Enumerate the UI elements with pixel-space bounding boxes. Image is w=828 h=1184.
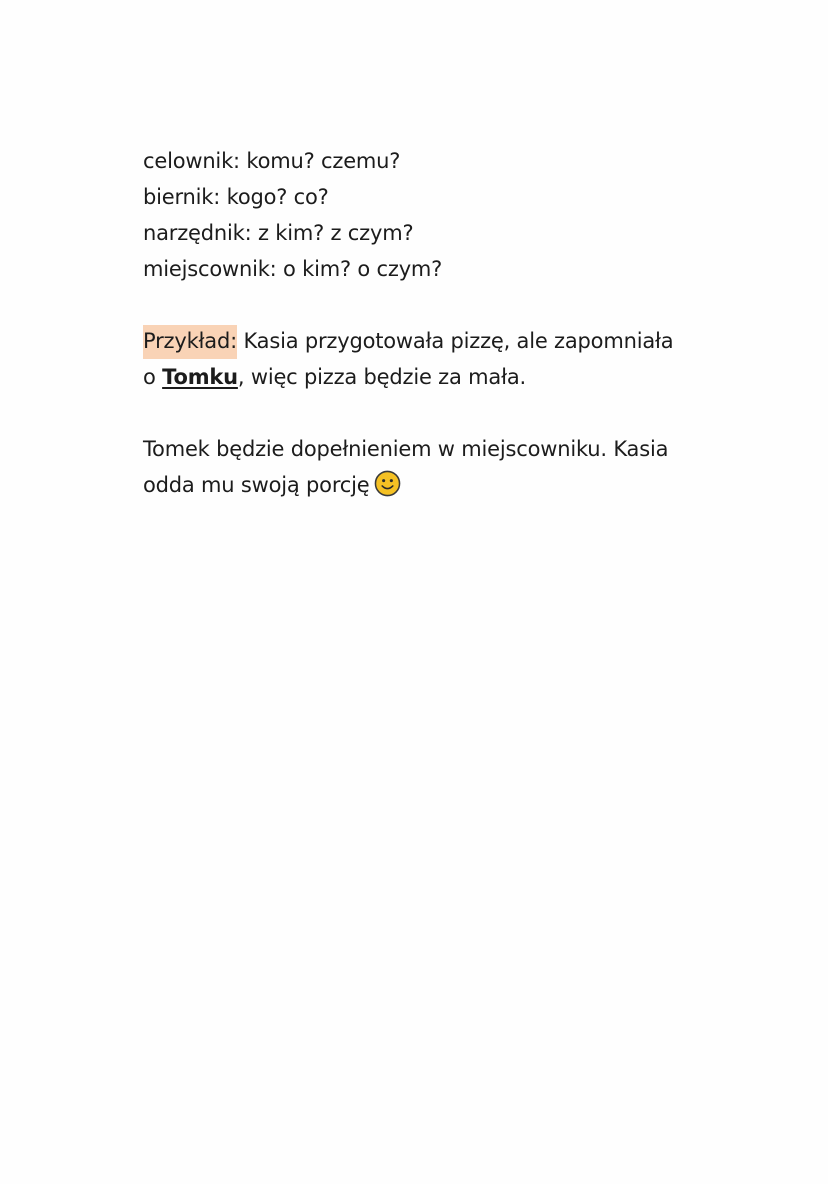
- paragraph-gap: [143, 287, 703, 323]
- smiley-face-icon: [374, 470, 401, 497]
- case-line-celownik: celownik: komu? czemu?: [143, 149, 401, 173]
- example-label-highlight: Przykład:: [143, 325, 237, 359]
- example-prefix: o: [143, 365, 163, 389]
- example-text-1: Kasia przygotowała pizzę, ale zapomniała: [236, 329, 674, 353]
- emphasized-word: Tomku: [162, 365, 238, 389]
- case-line-miejscownik: miejscownik: o kim? o czym?: [143, 257, 443, 281]
- conclusion-text-2: odda mu swoją porcję: [143, 473, 370, 497]
- case-line-narzednik: narzędnik: z kim? z czym?: [143, 221, 414, 245]
- conclusion-line-1: Tomek będzie dopełnieniem w miejscowniku. Kasia: [143, 437, 669, 461]
- case-line-biernik: biernik: kogo? co?: [143, 185, 329, 209]
- paragraph-gap: [143, 395, 703, 431]
- document-content: [143, 143, 703, 503]
- example-line-1: [143, 323, 703, 359]
- example-line-2: [143, 359, 703, 395]
- conclusion-line-2: [143, 467, 703, 503]
- example-text-2: , więc pizza będzie za mała.: [237, 365, 526, 389]
